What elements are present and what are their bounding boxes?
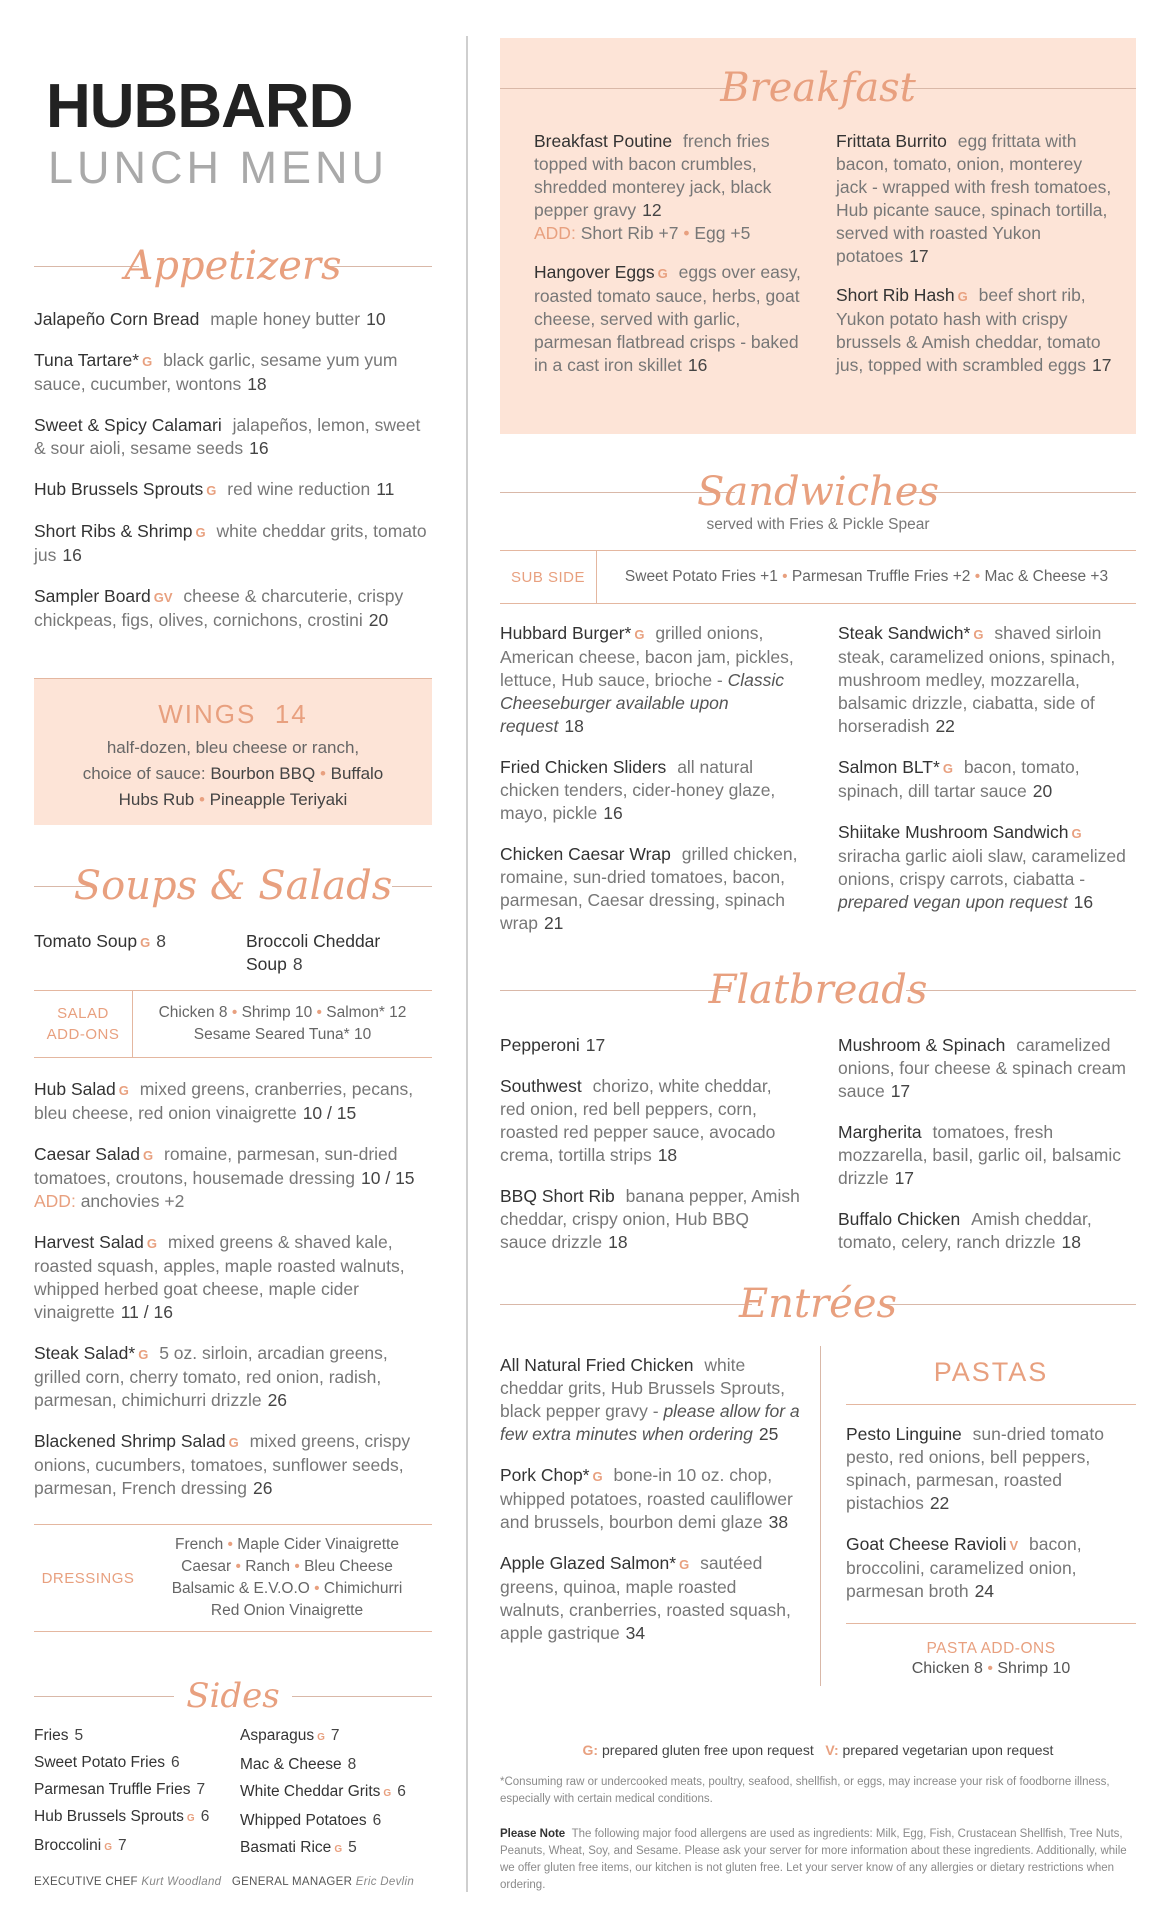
menu-item: Fried Chicken Sliders all natural chicken tenders, cider-honey glaze, mayo, pickle 16 [500, 757, 776, 823]
soups-title: Soups & Salads [73, 863, 393, 909]
side-item: Mac & Cheese 8 [240, 1756, 357, 1773]
menu-item: Hub Salad G mixed greens, cranberries, pecans, bleu cheese, red onion vinaigrette 10 / 15 [34, 1079, 414, 1123]
menu-item: Caesar Salad G romaine, parmesan, sun-dried tomatoes, croutons, housemade dressing 10 / 15 ADD: anchovies +2 [34, 1144, 415, 1211]
menu-item: Tuna Tartare* G black garlic, sesame yum yum sauce, cucumber, wontons 18 [34, 350, 398, 394]
breakfast-box [500, 38, 1136, 434]
gluten-vegetarian-tag: GV [153, 590, 173, 605]
sides-title: Sides [186, 1676, 280, 1716]
sandwiches-subtitle: served with Fries & Pickle Spear [706, 516, 930, 533]
menu-item: Sampler Board GV cheese & charcuterie, crispy chickpeas, figs, olives, cornichons, crostini 20 [34, 586, 404, 630]
menu-item: Pepperoni 17 [500, 1035, 606, 1055]
gluten-free-tag: G [206, 483, 217, 498]
menu-item: Frittata Burrito egg frittata with bacon, tomato, onion, monterey jack - wrapped with fresh tomatoes, Hub picante sauce, spinach tortilla, served with roasted Yukon potatoes 17 [836, 131, 1112, 266]
breakfast-header [500, 58, 1136, 118]
wings-box [34, 678, 432, 825]
menu-item: Southwest chorizo, white cheddar, red onion, red bell peppers, corn, roasted red pepper sauce, avocado crema, tortilla strips 18 [500, 1076, 776, 1165]
wings-title: WINGS 14 [158, 699, 308, 729]
menu-item: Apple Glazed Salmon* G sautéed greens, quinoa, maple roasted walnuts, cranberries, roasted squash, apple gastrique 34 [500, 1553, 791, 1643]
wings-desc: half-dozen, bleu cheese or ranch, [106, 738, 360, 757]
menu-item: Shiitake Mushroom Sandwich G sriracha garlic aioli slaw, caramelized onions, crispy carrots, ciabatta - prepared vegan upon request 16 [838, 822, 1126, 912]
dressings-list: French • Maple Cider Vinaigrette Caesar • Ranch • Bleu Cheese Balsamic & E.V.O.O • Chimichurri Red Onion Vinaigrette [171, 1536, 403, 1619]
flatbreads-right [838, 1034, 1128, 1272]
appetizers-title: Appetizers [124, 243, 342, 289]
soups-header [34, 856, 432, 916]
dressings-label: DRESSINGS [41, 1569, 135, 1587]
side-item: Whipped Potatoes 6 [240, 1812, 382, 1829]
menu-item: Pesto Linguine sun-dried tomato pesto, red onions, bell peppers, spinach, parmesan, roasted pistachios 22 [846, 1424, 1104, 1513]
menu-item: Steak Salad* G 5 oz. sirloin, arcadian greens, grilled corn, cherry tomato, red onion, radish, parmesan, chimichurri drizzle 26 [34, 1343, 388, 1410]
wings-sauces-2: Hubs Rub • Pineapple Teriyaki [118, 790, 348, 809]
wings-sauces: choice of sauce: Bourbon BBQ • Buffalo [82, 764, 384, 783]
pastas-title: PASTAS [846, 1354, 1136, 1405]
side-item: Fries 5 [34, 1727, 84, 1744]
pasta-addons: Chicken 8 • Shrimp 10 [911, 1660, 1071, 1677]
menu-item: Hangover Eggs G eggs over easy, roasted tomato sauce, herbs, goat cheese, served with garlic, parmesan flatbread crisps - baked in a cast iron skillet 16 [534, 262, 801, 375]
gluten-free-tag: G [195, 525, 206, 540]
dressings-box [34, 1524, 432, 1632]
menu-item: Pork Chop* G bone-in 10 oz. chop, whipped potatoes, roasted cauliflower and brussels, bourbon demi glaze 38 [500, 1465, 793, 1532]
sub-side-values: Sweet Potato Fries +1 • Parmesan Truffle Fries +2 • Mac & Cheese +3 [624, 568, 1109, 585]
menu-item: Chicken Caesar Wrap grilled chicken, romaine, sun-dried tomatoes, bacon, parmesan, Caesar dressing, spinach wrap 21 [500, 844, 798, 933]
appetizers-header [34, 236, 432, 296]
menu-item: Steak Sandwich* G shaved sirloin steak, caramelized onions, spinach, mushroom medley, mozzarella, balsamic drizzle, ciabatta, side of horseradish 22 [838, 623, 1116, 736]
breakfast-left [534, 130, 814, 395]
menu-item: Sweet & Spicy Calamari jalapeños, lemon, sweet & sour aioli, sesame seeds 16 [34, 415, 421, 458]
raw-food-disclaimer: *Consuming raw or undercooked meats, poultry, seafood, shellfish, or eggs, may increase your risk of foodborne illness, especially with certain medical conditions. [500, 1776, 1110, 1805]
column-divider [466, 36, 468, 1892]
sub-side-label: SUB SIDE [500, 551, 597, 603]
menu-item: Margherita tomatoes, fresh mozzarella, basil, garlic oil, balsamic drizzle 17 [838, 1122, 1122, 1188]
menu-item: Hubbard Burger* G grilled onions, American cheese, bacon jam, pickles, lettuce, Hub sauce, brioche - Classic Cheeseburger available upon request 18 [500, 623, 794, 736]
menu-item: Short Rib Hash G beef short rib, Yukon potato hash with crispy brussels & Amish cheddar, tomato jus, topped with scrambled eggs 17 [836, 285, 1112, 375]
breakfast-title: Breakfast [720, 65, 916, 111]
menu-item: Blackened Shrimp Salad G mixed greens, crispy onions, cucumbers, tomatoes, sunflower seeds, parmesan, French dressing 26 [34, 1431, 411, 1498]
allergen-note: Please Note The following major food allergens are used as ingredients: Milk, Egg, Fish, Crustacean Shellfish, Tree Nuts, Peanuts, Wheat, Soy, and Sesame. Please ask your server for more information about these ingredients. Additionally, while we offer gluten free items, our kitchen is not gluten free. Let your server know of any allergies or dietary restrictions when ordering. [500, 1828, 1127, 1891]
brand-title: HUBBARD [46, 72, 353, 141]
sandwiches-header [500, 462, 1136, 522]
sandwiches-title: Sandwiches [696, 469, 939, 515]
flatbreads-header [500, 960, 1136, 1020]
sandwiches-left [500, 622, 800, 953]
sides-left [34, 1722, 234, 1861]
menu-item: Short Ribs & Shrimp G white cheddar grits, tomato jus 16 [34, 521, 427, 565]
menu-item: All Natural Fried Chicken white cheddar grits, Hub Brussels Sprouts, black pepper gravy - please allow for a few extra minutes when ordering 25 [500, 1355, 800, 1444]
sides-right [240, 1722, 432, 1863]
side-item: Broccolini G 7 [34, 1837, 127, 1854]
pasta-addons-label: PASTA ADD-ONS [926, 1640, 1056, 1657]
appetizers-list [34, 308, 432, 650]
menu-item: Breakfast Poutine french fries topped with bacon crumbles, shredded monterey jack, black pepper gravy 12 ADD: Short Rib +7 • Egg +5 [534, 131, 772, 243]
salads-list [34, 1078, 432, 1518]
staff-credits: EXECUTIVE CHEF Kurt Woodland GENERAL MANAGER Eric Devlin [34, 1876, 415, 1888]
side-item: Asparagus G 7 [240, 1727, 340, 1744]
brand-subtitle: LUNCH MENU [48, 142, 389, 193]
side-item: Parmesan Truffle Fries 7 [34, 1781, 206, 1798]
menu-item: Harvest Salad G mixed greens & shaved kale, roasted squash, apples, maple roasted walnuts, whipped herbed goat cheese, maple cider vinaigrette 11 / 16 [34, 1232, 405, 1322]
menu-item: Buffalo Chicken Amish cheddar, tomato, celery, ranch drizzle 18 [838, 1209, 1092, 1252]
menu-item: Mushroom & Spinach caramelized onions, four cheese & spinach cream sauce 17 [838, 1035, 1126, 1101]
side-item: Sweet Potato Fries 6 [34, 1754, 180, 1771]
gluten-free-tag: G [142, 354, 153, 369]
salad-addons [34, 990, 432, 1058]
salad-addons-values: Chicken 8 • Shrimp 10 • Salmon* 12 Sesame Seared Tuna* 10 [158, 1004, 407, 1043]
entrees-list [500, 1354, 800, 1663]
sides-header [34, 1666, 432, 1726]
menu-item: Jalapeño Corn Bread maple honey butter 10 [34, 309, 386, 329]
menu-item: Hub Brussels Sprouts G red wine reduction 11 [34, 479, 395, 499]
menu-item: Salmon BLT* G bacon, tomato, spinach, dill tartar sauce 20 [838, 757, 1080, 801]
flatbreads-title: Flatbreads [708, 967, 928, 1013]
breakfast-right [836, 130, 1118, 395]
soup-item: Broccoli Cheddar Soup 8 [246, 931, 381, 974]
sub-side-row [500, 550, 1136, 604]
sandwiches-right [838, 622, 1128, 932]
entrees-divider [820, 1346, 821, 1686]
entrees-header [500, 1274, 1136, 1334]
flatbreads-left [500, 1034, 800, 1272]
menu-item: BBQ Short Rib banana pepper, Amish cheddar, crispy onion, Hub BBQ sauce drizzle 18 [500, 1186, 800, 1252]
side-item: Hub Brussels Sprouts G 6 [34, 1808, 210, 1825]
diet-legend: G: prepared gluten free upon request V: prepared vegetarian upon request [582, 1742, 1054, 1758]
pastas-section [846, 1354, 1136, 1678]
soup-item: Tomato Soup G 8 [34, 931, 166, 951]
menu-item: Goat Cheese Ravioli V bacon, broccolini, caramelized onion, parmesan broth 24 [846, 1533, 1136, 1624]
salad-addons-label: SALAD ADD-ONS [34, 991, 133, 1057]
entrees-title: Entrées [738, 1281, 898, 1327]
side-item: Basmati Rice G 5 [240, 1839, 357, 1856]
side-item: White Cheddar Grits G 6 [240, 1783, 406, 1800]
